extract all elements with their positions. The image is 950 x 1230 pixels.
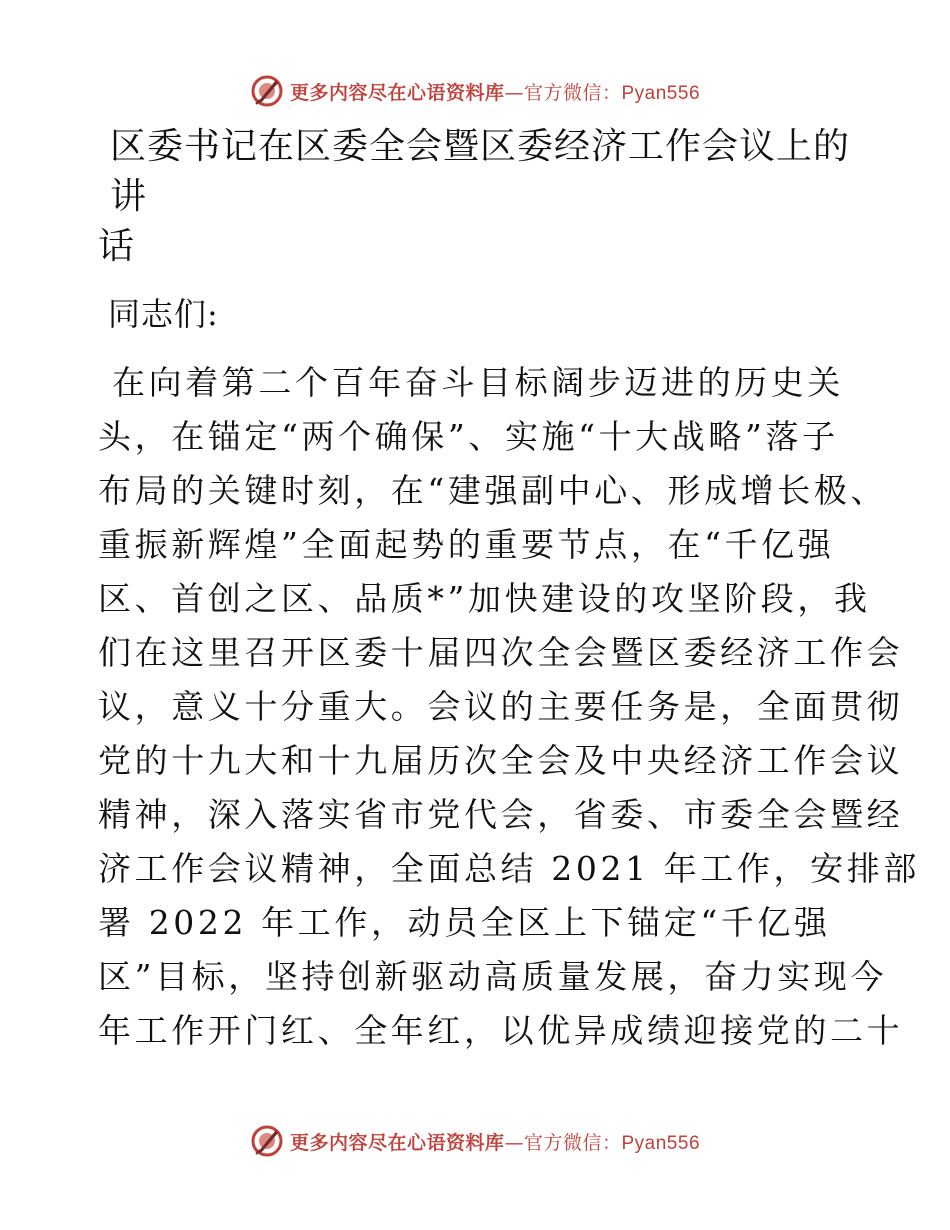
paragraph-line: 区”目标，坚持创新驱动高质量发展，奋力实现今	[98, 957, 888, 996]
paragraph	[98, 356, 920, 1058]
paragraph-line: 年工作开门红、全年红，以优异成绩迎接党的二十	[98, 1011, 904, 1050]
paragraph-line: 署 2022 年工作，动员全区上下锚定“千亿强	[98, 903, 831, 942]
paragraph-line: 精神，深入落实省市党代会，省委、市委全会暨经	[98, 795, 904, 834]
document-title-line-2: 话	[98, 226, 136, 267]
paragraph-line: 们在这里召开区委十届四次全会暨区委经济工作会	[98, 633, 904, 672]
watermark-label: 官方微信：	[523, 81, 622, 104]
paragraph-line: 济工作会议精神，全面总结 2021 年工作，安排部	[98, 849, 920, 888]
quill-logo-icon	[250, 1124, 284, 1158]
watermark-dash: —	[504, 1131, 524, 1154]
document-body	[98, 122, 920, 1058]
document-title-line-1: 区委书记在区委全会暨区委经济工作会议上的讲	[110, 126, 851, 217]
watermark-wechat-id: Pyan556	[621, 82, 701, 104]
quill-logo-icon	[250, 74, 284, 108]
watermark-title: 更多内容尽在心语资料库	[289, 1131, 505, 1154]
paragraph-line: 党的十九大和十九届历次全会及中央经济工作会议	[98, 741, 904, 780]
paragraph-line: 重振新辉煌”全面起势的重要节点，在“千亿强	[98, 525, 835, 564]
watermark-dash: —	[504, 81, 524, 104]
watermark-text	[290, 78, 700, 105]
watermark-footer	[0, 1124, 950, 1158]
paragraph-line: 区、首创之区、品质*”加快建设的攻坚阶段，我	[98, 579, 871, 618]
watermark-label: 官方微信：	[523, 1131, 622, 1154]
watermark-wechat-id: Pyan556	[621, 1132, 701, 1154]
paragraph-line: 议，意义十分重大。会议的主要任务是，全面贯彻	[98, 687, 904, 726]
salutation: 同志们:	[108, 295, 219, 333]
paragraph-line: 头，在锚定“两个确保”、实施“十大战略”落子	[98, 417, 839, 456]
paragraph-line: 在向着第二个百年奋斗目标阔步迈进的历史关	[112, 363, 844, 402]
paragraph-line: 布局的关键时刻，在“建强副中心、形成增长极、	[98, 471, 888, 510]
watermark-text	[290, 1128, 700, 1155]
watermark-header	[0, 74, 950, 108]
watermark-title: 更多内容尽在心语资料库	[289, 81, 505, 104]
